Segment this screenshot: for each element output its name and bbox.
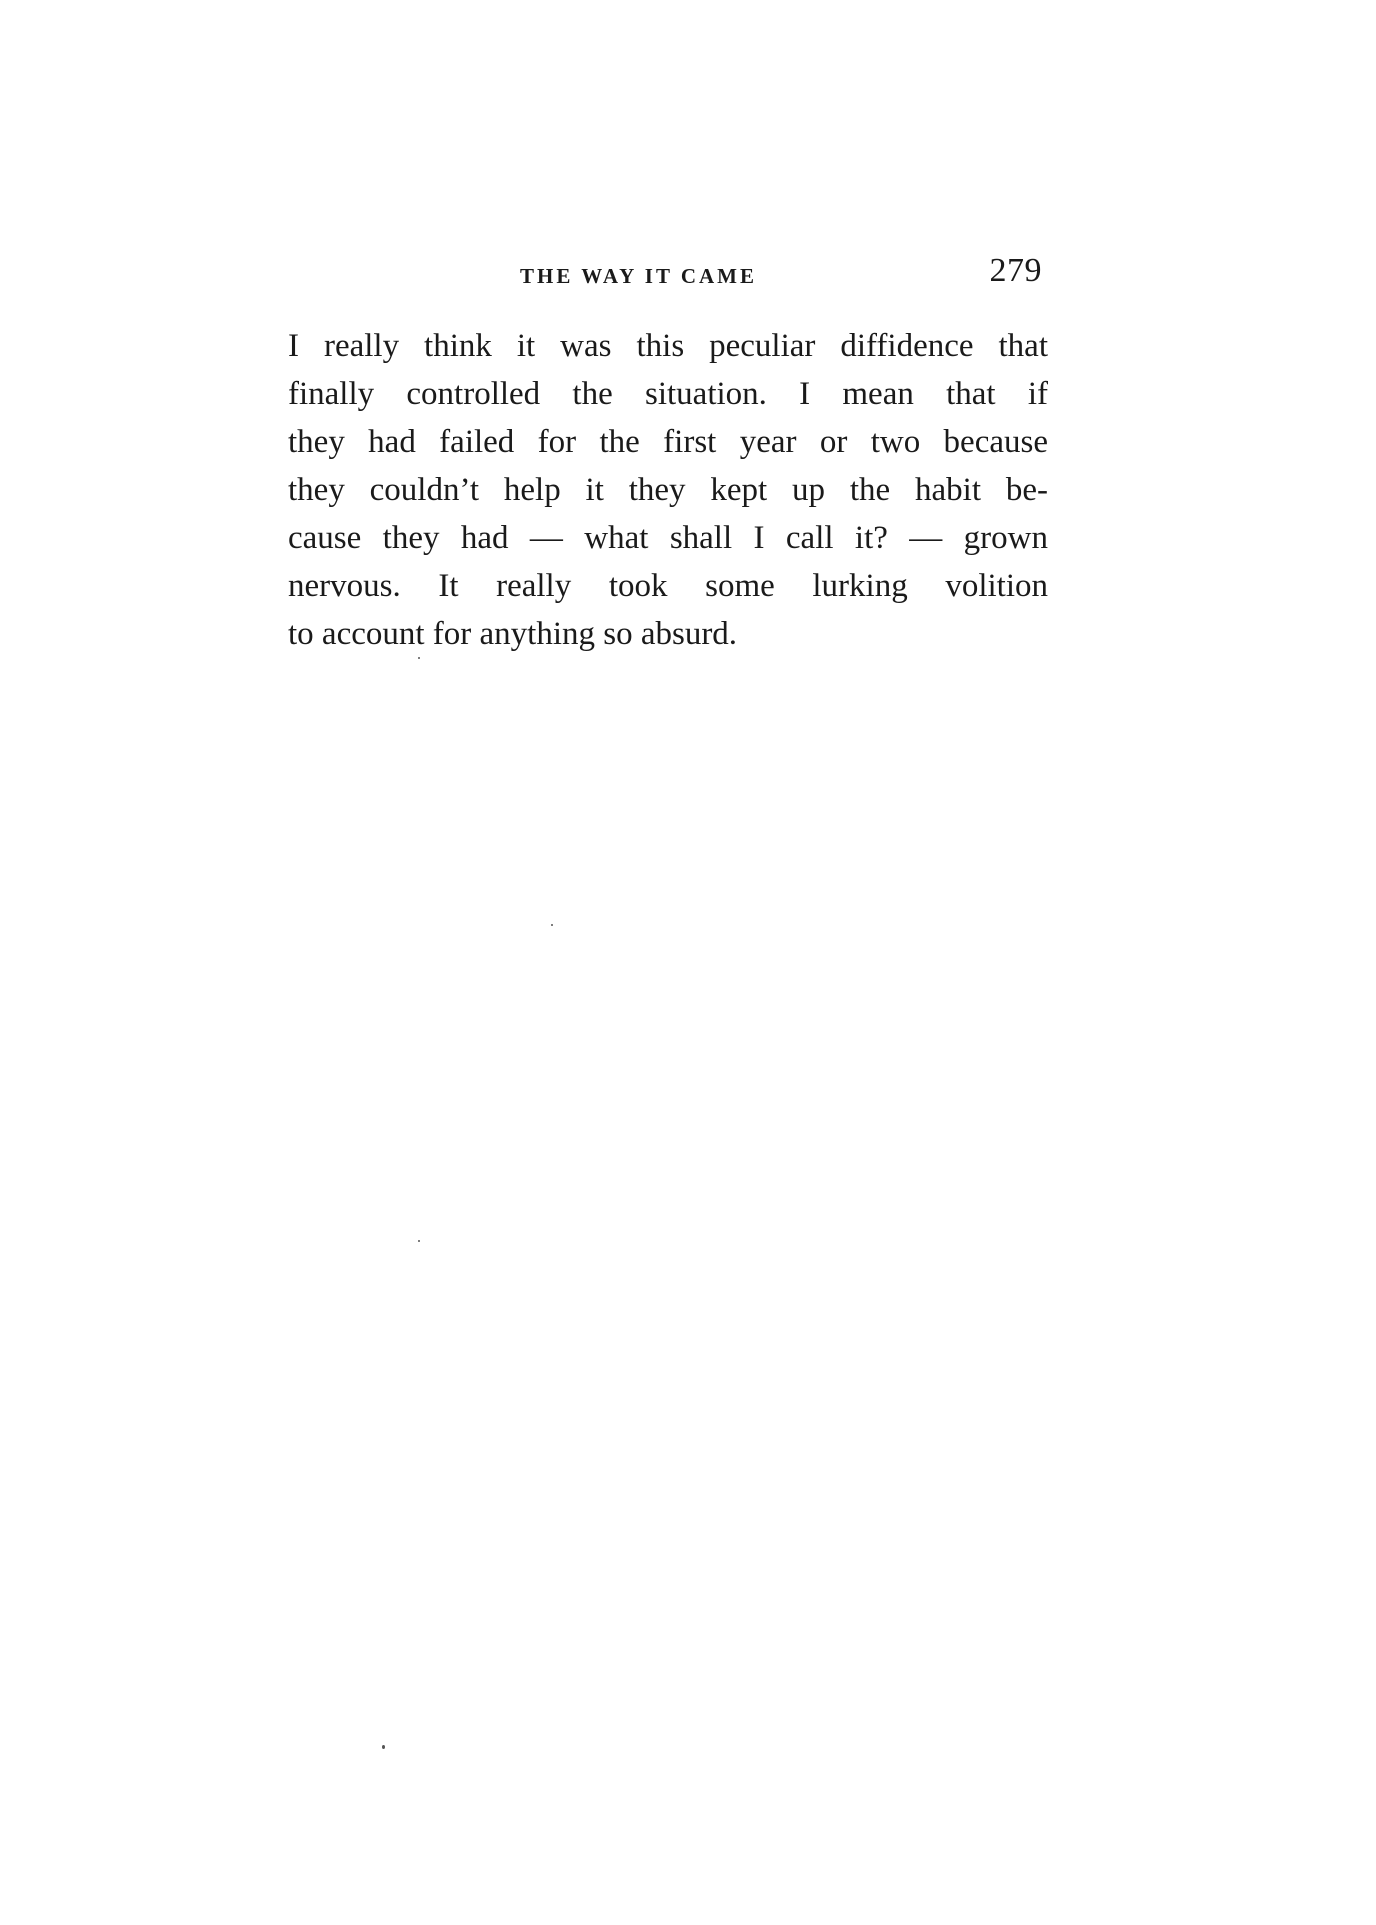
scan-speck xyxy=(418,657,420,659)
page-number: 279 xyxy=(989,252,1042,289)
text-line: they couldn’t help it they kept up the habit be- xyxy=(288,472,1048,508)
running-head xyxy=(288,252,1048,300)
running-title: THE WAY IT CAME xyxy=(520,264,757,288)
text-line: finally controlled the situation. I mean that if xyxy=(288,376,1048,412)
text-line: I really think it was this peculiar diffidence that xyxy=(288,328,1048,364)
scan-speck xyxy=(382,1745,385,1749)
scan-speck xyxy=(551,924,553,926)
text-line: to account for anything so absurd. xyxy=(288,616,738,652)
text-line: nervous. It really took some lurking volition xyxy=(288,568,1048,604)
body-paragraph xyxy=(288,322,1048,658)
text-line: they had failed for the first year or two because xyxy=(288,424,1048,460)
scan-speck xyxy=(418,1240,420,1242)
text-line: cause they had — what shall I call it? — grown xyxy=(288,520,1048,556)
